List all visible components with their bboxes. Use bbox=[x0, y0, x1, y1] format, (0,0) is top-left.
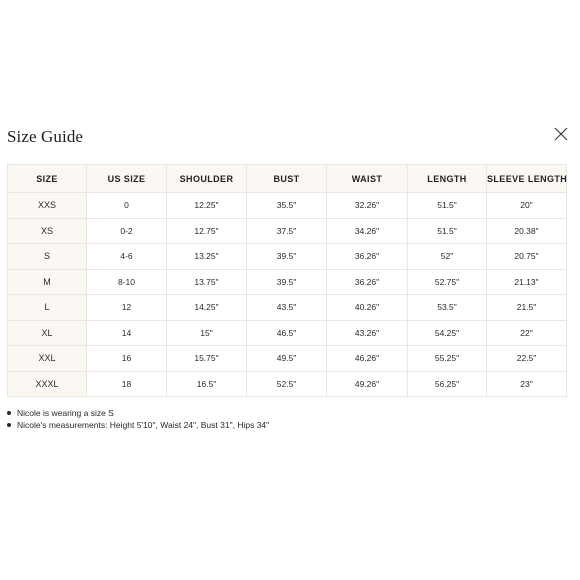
column-header-size: SIZE bbox=[8, 165, 87, 193]
length-cell: 55.25" bbox=[408, 346, 487, 372]
waist-cell: 43.26" bbox=[327, 320, 408, 346]
shoulder-cell: 13.25" bbox=[167, 244, 247, 270]
us-size-cell: 14 bbox=[87, 320, 167, 346]
length-cell: 52.75" bbox=[408, 269, 487, 295]
us-size-cell: 0-2 bbox=[87, 218, 167, 244]
sleeve-length-cell: 23" bbox=[487, 371, 567, 397]
sleeve-length-cell: 20.75" bbox=[487, 244, 567, 270]
shoulder-cell: 14.25" bbox=[167, 295, 247, 321]
bust-cell: 52.5" bbox=[247, 371, 327, 397]
waist-cell: 32.26" bbox=[327, 193, 408, 219]
length-cell: 53.5" bbox=[408, 295, 487, 321]
column-header-length: LENGTH bbox=[408, 165, 487, 193]
waist-cell: 49.26" bbox=[327, 371, 408, 397]
table-row bbox=[8, 269, 567, 295]
length-cell: 51.5" bbox=[408, 193, 487, 219]
us-size-cell: 0 bbox=[87, 193, 167, 219]
size-cell: XXL bbox=[8, 346, 87, 372]
bust-cell: 37.5" bbox=[247, 218, 327, 244]
sleeve-length-cell: 21.5" bbox=[487, 295, 567, 321]
length-cell: 56.25" bbox=[408, 371, 487, 397]
table-header-row bbox=[8, 165, 567, 193]
sleeve-length-cell: 20.38" bbox=[487, 218, 567, 244]
sleeve-length-cell: 21.13" bbox=[487, 269, 567, 295]
size-cell: L bbox=[8, 295, 87, 321]
waist-cell: 36.26" bbox=[327, 244, 408, 270]
column-header-shoulder: SHOULDER bbox=[167, 165, 247, 193]
table-row bbox=[8, 346, 567, 372]
sleeve-length-cell: 20" bbox=[487, 193, 567, 219]
size-cell: XL bbox=[8, 320, 87, 346]
bust-cell: 43.5" bbox=[247, 295, 327, 321]
length-cell: 52" bbox=[408, 244, 487, 270]
waist-cell: 40.26" bbox=[327, 295, 408, 321]
bust-cell: 39.5" bbox=[247, 244, 327, 270]
sleeve-length-cell: 22.5" bbox=[487, 346, 567, 372]
shoulder-cell: 15.75" bbox=[167, 346, 247, 372]
length-cell: 51.5" bbox=[408, 218, 487, 244]
column-header-sleeve-length: SLEEVE LENGTH bbox=[487, 165, 567, 193]
waist-cell: 36.26" bbox=[327, 269, 408, 295]
size-cell: M bbox=[8, 269, 87, 295]
bust-cell: 46.5" bbox=[247, 320, 327, 346]
shoulder-cell: 15" bbox=[167, 320, 247, 346]
table-row bbox=[8, 244, 567, 270]
column-header-waist: WAIST bbox=[327, 165, 408, 193]
waist-cell: 46.26" bbox=[327, 346, 408, 372]
list-item: Nicole's measurements: Height 5'10", Waist 24", Bust 31", Hips 34" bbox=[6, 419, 269, 431]
model-notes-list bbox=[6, 407, 269, 431]
us-size-cell: 4-6 bbox=[87, 244, 167, 270]
length-cell: 54.25" bbox=[408, 320, 487, 346]
waist-cell: 34.26" bbox=[327, 218, 408, 244]
table-row bbox=[8, 371, 567, 397]
bust-cell: 35.5" bbox=[247, 193, 327, 219]
bust-cell: 49.5" bbox=[247, 346, 327, 372]
shoulder-cell: 16.5" bbox=[167, 371, 247, 397]
shoulder-cell: 13.75" bbox=[167, 269, 247, 295]
close-icon[interactable] bbox=[553, 126, 569, 142]
modal-title: Size Guide bbox=[7, 127, 84, 146]
us-size-cell: 8-10 bbox=[87, 269, 167, 295]
us-size-cell: 18 bbox=[87, 371, 167, 397]
size-cell: XS bbox=[8, 218, 87, 244]
table-row bbox=[8, 320, 567, 346]
size-cell: S bbox=[8, 244, 87, 270]
shoulder-cell: 12.25" bbox=[167, 193, 247, 219]
us-size-cell: 16 bbox=[87, 346, 167, 372]
size-chart-table bbox=[7, 164, 567, 397]
size-cell: XXS bbox=[8, 193, 87, 219]
table-row bbox=[8, 193, 567, 219]
shoulder-cell: 12.75" bbox=[167, 218, 247, 244]
column-header-us-size: US SIZE bbox=[87, 165, 167, 193]
us-size-cell: 12 bbox=[87, 295, 167, 321]
list-item: Nicole is wearing a size S bbox=[6, 407, 269, 419]
table-row bbox=[8, 218, 567, 244]
column-header-bust: BUST bbox=[247, 165, 327, 193]
size-cell: XXXL bbox=[8, 371, 87, 397]
table-row bbox=[8, 295, 567, 321]
bust-cell: 39.5" bbox=[247, 269, 327, 295]
sleeve-length-cell: 22" bbox=[487, 320, 567, 346]
